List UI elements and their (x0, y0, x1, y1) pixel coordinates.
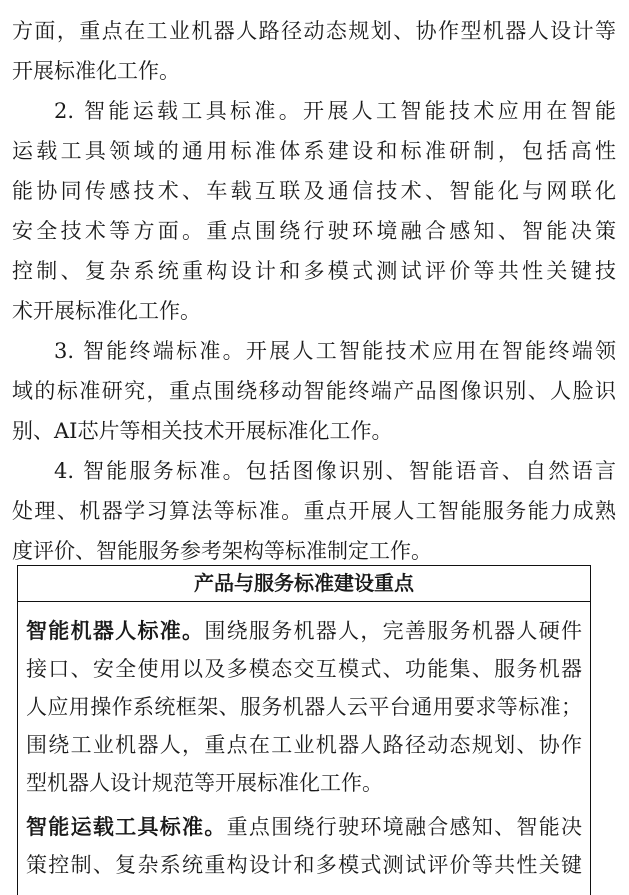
box-line-text: 围绕服务机器人，完善服务机器人硬件 (204, 619, 582, 643)
key-points-box (17, 565, 591, 895)
paragraph-line: 方面，重点在工业机器人路径动态规划、协作型机器人设计等 (12, 19, 616, 43)
box-title: 产品与服务标准建设重点 (18, 566, 590, 602)
box-line: 型机器人设计规范等开展标准化工作。 (26, 771, 383, 795)
box-line: 策控制、复杂系统重构设计和多模式测试评价等共性关键 (26, 853, 582, 877)
paragraph-line: 运载工具领域的通用标准体系建设和标准研制，包括高性 (12, 139, 616, 163)
robot-standard-heading: 智能机器人标准。 (26, 619, 205, 643)
box-line: 人应用操作系统框架、服务机器人云平台通用要求等标准； (26, 695, 582, 719)
box-line (26, 614, 582, 648)
paragraph-line: 处理、机器学习算法等标准。重点开展人工智能服务能力成熟 (12, 499, 616, 523)
paragraph-line: 能协同传感技术、车载互联及通信技术、智能化与网联化 (12, 179, 616, 203)
paragraph-line: 4. 智能服务标准。包括图像识别、智能语音、自然语言 (54, 459, 616, 483)
paragraph-line: 开展标准化工作。 (12, 59, 180, 83)
vehicle-standard-heading: 智能运载工具标准。 (26, 815, 227, 839)
paragraph-line: 2. 智能运载工具标准。开展人工智能技术应用在智能 (54, 99, 616, 123)
paragraph-line: 控制、复杂系统重构设计和多模式测试评价等共性关键技 (12, 259, 616, 283)
box-line-text: 重点围绕行驶环境融合感知、智能决 (226, 815, 582, 839)
paragraph-line: 域的标准研究，重点围绕移动智能终端产品图像识别、人脸识 (12, 379, 616, 403)
box-line: 围绕工业机器人，重点在工业机器人路径动态规划、协作 (26, 733, 582, 757)
paragraph-line: 3. 智能终端标准。开展人工智能技术应用在智能终端领 (54, 339, 616, 363)
paragraph-line: 安全技术等方面。重点围绕行驶环境融合感知、智能决策 (12, 219, 616, 243)
paragraph-line: 度评价、智能服务参考架构等标准制定工作。 (12, 539, 432, 563)
paragraph-line: 术开展标准化工作。 (12, 299, 201, 323)
box-line: 接口、安全使用以及多模态交互模式、功能集、服务机器 (26, 657, 582, 681)
paragraph-line: 别、AI芯片等相关技术开展标准化工作。 (12, 419, 393, 443)
box-line (26, 810, 582, 844)
